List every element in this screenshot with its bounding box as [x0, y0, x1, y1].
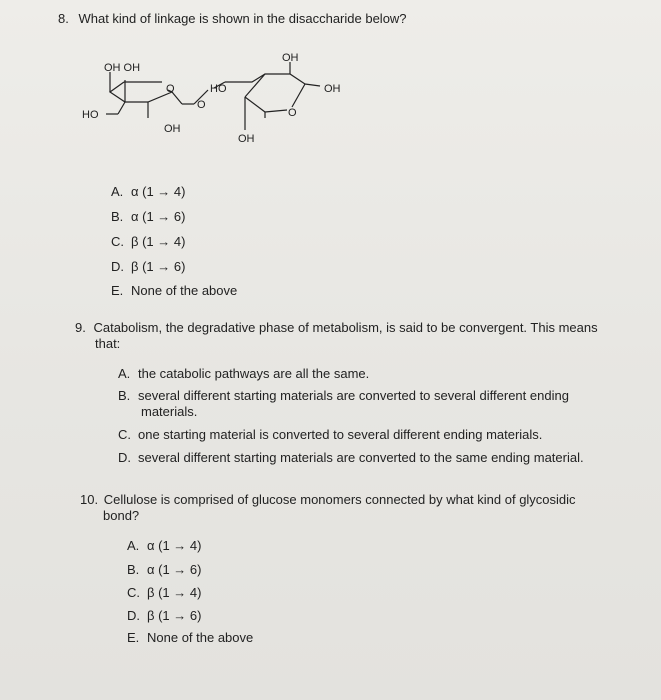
q10-option-c[interactable]: C. β (1 → 4) — [127, 585, 202, 600]
question-10-text-line2: bond? — [103, 508, 140, 523]
ring-oxygen-1: O — [166, 83, 175, 95]
question-10-text-line1: Cellulose is comprised of glucose monomers connected by what kind of glycosidic — [103, 492, 576, 507]
question-9-text-line2: that: — [95, 336, 121, 351]
question-8 — [58, 11, 407, 27]
q8-option-e[interactable]: E. None of the above — [111, 283, 238, 298]
question-10-number: 10. — [80, 492, 99, 507]
oh-top-right-label: OH — [282, 52, 299, 64]
oh-right-label: OH — [324, 83, 341, 95]
q10-option-e[interactable]: E. None of the above — [127, 630, 254, 645]
question-9 — [75, 320, 598, 336]
oh-pair-label: OH OH — [104, 62, 141, 74]
question-9-number: 9. — [75, 320, 86, 335]
q9-option-b[interactable]: B. several different starting materials are converted to several different ending — [118, 388, 569, 403]
q8-option-b[interactable]: B. α (1 → 6) — [111, 209, 186, 224]
q10-option-b[interactable]: B. α (1 → 6) — [127, 562, 202, 577]
q9-option-c[interactable]: C. one starting material is converted to several different ending materials. — [118, 427, 543, 442]
q9-option-a[interactable]: A. the catabolic pathways are all the same. — [118, 366, 370, 381]
oh-bottom-right-label: OH — [238, 133, 255, 145]
question-8-number: 8. — [58, 11, 69, 26]
ho-left-label: HO — [82, 109, 99, 121]
question-10 — [80, 492, 576, 508]
q8-option-d[interactable]: D. β (1 → 6) — [111, 259, 186, 274]
q8-option-c[interactable]: C. β (1 → 4) — [111, 234, 186, 249]
q9-option-d[interactable]: D. several different starting materials are converted to the same ending material. — [118, 450, 584, 465]
question-8-text: What kind of linkage is shown in the disaccharide below? — [78, 11, 407, 26]
q10-option-a[interactable]: A. α (1 → 4) — [127, 538, 202, 553]
q8-option-a[interactable]: A. α (1 → 4) — [111, 184, 186, 199]
ring-oxygen-2: O — [288, 107, 297, 119]
glycosidic-oxygen: O — [197, 99, 206, 111]
question-9-text-line1: Catabolism, the degradative phase of metabolism, is said to be convergent. This means — [93, 320, 598, 335]
q9-option-b-continued: materials. — [141, 404, 198, 419]
ho-mid-label: HO — [210, 83, 227, 95]
oh-bottom-left-label: OH — [164, 123, 181, 135]
q10-option-d[interactable]: D. β (1 → 6) — [127, 608, 202, 623]
disaccharide-structure — [80, 52, 370, 157]
